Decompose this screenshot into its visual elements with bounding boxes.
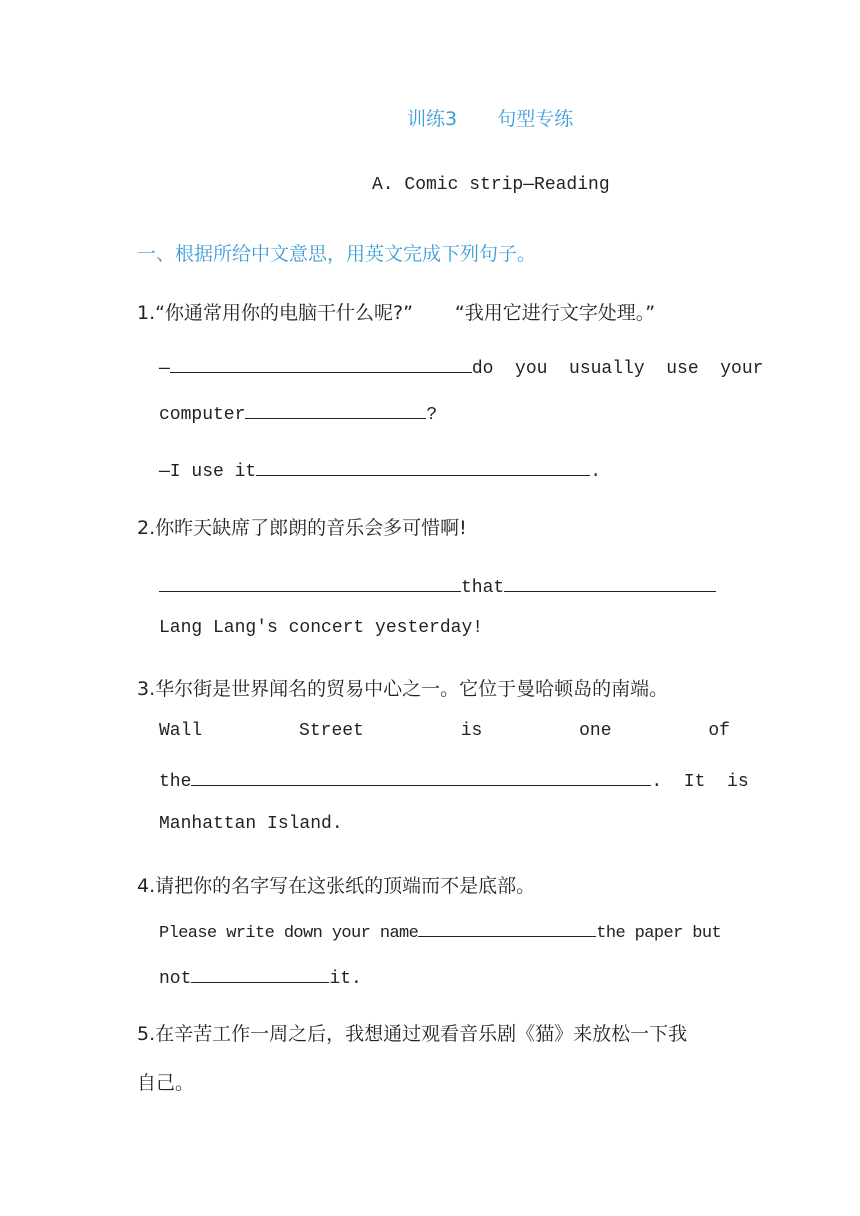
q3-line1: [159, 721, 730, 741]
q1-line1: [159, 354, 763, 379]
q1-line3-end: .: [590, 462, 602, 482]
q3-line3: Manhattan Island.: [159, 814, 343, 834]
q1-blank-1[interactable]: [170, 354, 472, 373]
q2-line1: [159, 573, 716, 598]
q4-line1: [159, 918, 721, 943]
q4-prompt: [137, 871, 535, 898]
q5-chinese-line2: 自己。: [137, 1072, 195, 1094]
q4-blank-2[interactable]: [191, 964, 329, 983]
q2-blank-2[interactable]: [504, 573, 716, 592]
q1-line1-text: do you usually use your: [471, 359, 764, 379]
q5-number: 5.: [137, 1023, 156, 1045]
q1-line2: [159, 400, 437, 425]
q4-line1-end: the paper but: [596, 924, 722, 943]
q4-line2: [159, 964, 362, 989]
q1-line2-end: ?: [426, 405, 438, 425]
q2-line2: Lang Lang's concert yesterday!: [159, 618, 484, 638]
q2-number: 2.: [137, 517, 156, 539]
section-heading: 一、根据所给中文意思，用英文完成下列句子。: [137, 243, 537, 265]
q1-line3: [159, 457, 601, 482]
q3-word: Street: [299, 721, 364, 741]
title-topic: 句型专练: [497, 108, 574, 130]
q3-line2-end: . It is: [651, 772, 749, 792]
q3-word: Wall: [159, 721, 203, 741]
q1-chinese-a: “你通常用你的电脑干什么呢?”: [155, 302, 413, 324]
q3-word: is: [460, 721, 483, 741]
q5-chinese-line1: 在辛苦工作一周之后，我想通过观看音乐剧《猫》来放松一下我: [155, 1023, 688, 1045]
q4-chinese: 请把你的名字写在这张纸的顶端而不是底部。: [155, 875, 536, 897]
q4-line2-end: it.: [329, 969, 362, 989]
q3-word: of: [708, 721, 730, 741]
q2-prompt: [137, 513, 467, 540]
q1-line3-start: —I use it: [159, 462, 257, 482]
worksheet-subtitle: A. Comic strip—Reading: [372, 175, 610, 195]
q1-prompt: [137, 298, 655, 325]
q1-blank-3[interactable]: [256, 457, 590, 476]
q1-chinese-b: “我用它进行文字处理。”: [454, 302, 656, 324]
q1-line2-start: computer: [159, 405, 246, 425]
q4-blank-1[interactable]: [418, 918, 596, 937]
q3-blank-1[interactable]: [191, 767, 651, 786]
q3-line2: [159, 767, 749, 792]
q2-blank-1[interactable]: [159, 573, 461, 592]
q1-blank-2[interactable]: [245, 400, 426, 419]
q4-line2-start: not: [159, 969, 192, 989]
q3-prompt: [137, 674, 668, 701]
worksheet-title: [407, 104, 573, 131]
q2-chinese: 你昨天缺席了郎朗的音乐会多可惜啊!: [155, 517, 467, 539]
q2-mid: that: [461, 578, 505, 598]
q3-number: 3.: [137, 678, 156, 700]
q4-number: 4.: [137, 875, 156, 897]
q1-number: 1.: [137, 302, 156, 324]
q3-word: one: [579, 721, 612, 741]
q4-line1-start: Please write down your name: [159, 924, 419, 943]
q3-line2-start: the: [159, 772, 192, 792]
q1-dash: —: [159, 359, 170, 379]
q3-chinese: 华尔街是世界闻名的贸易中心之一。它位于曼哈顿岛的南端。: [155, 678, 669, 700]
title-label: 训练3: [407, 108, 458, 130]
q5-prompt: [137, 1019, 687, 1046]
